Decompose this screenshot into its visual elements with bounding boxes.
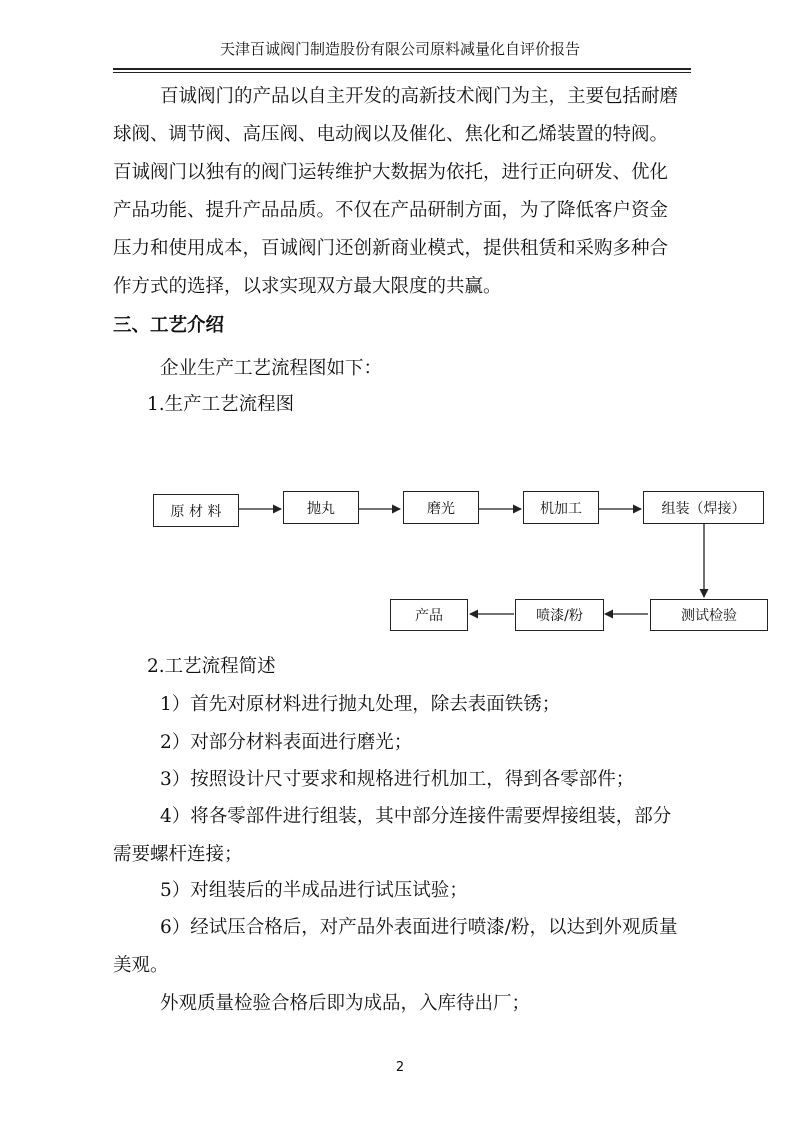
flow-node-testing: 测试检验 [650, 599, 768, 631]
flow-node-machining: 机加工 [523, 491, 599, 524]
process-step: 1）首先对原材料进行抛丸处理，除去表面铁锈； [160, 694, 561, 715]
process-step: 3）按照设计尺寸要求和规格进行机加工，得到各零部件； [160, 769, 635, 790]
process-step: 2）对部分材料表面进行磨光； [160, 732, 413, 753]
flow-node-assembly-welding: 组装（焊接） [643, 491, 764, 524]
intro-line: 产品功能、提升产品品质。不仅在产品研制方面，为了降低客户资金 [113, 200, 669, 221]
subheading-flowchart: 1.生产工艺流程图 [147, 394, 295, 415]
flow-node-product: 产品 [390, 599, 468, 631]
intro-line: 作方式的选择，以求实现双方最大限度的共赢。 [113, 276, 502, 297]
intro-line: 球阀、调节阀、高压阀、电动阀以及催化、焦化和乙烯装置的特阀。 [113, 124, 669, 145]
section-lead: 企业生产工艺流程图如下： [160, 358, 383, 379]
flow-node-polishing: 磨光 [403, 491, 479, 524]
closing-line: 外观质量检验合格后即为成品，入库待出厂； [160, 993, 531, 1014]
process-step: 5）对组装后的半成品进行试压试验； [160, 880, 468, 901]
report-header-title: 天津百诚阀门制造股份有限公司原料减量化自评价报告 [219, 40, 580, 58]
intro-line: 百诚阀门的产品以自主开发的高新技术阀门为主，主要包括耐磨 [160, 86, 679, 107]
process-step: 6）经试压合格后，对产品外表面进行喷漆/粉，以达到外观质量 [160, 917, 678, 938]
flow-node-raw-material: 原 材 料 [153, 494, 239, 527]
flow-node-painting: 喷漆/粉 [515, 599, 604, 631]
page-number: 2 [395, 1060, 405, 1075]
section-heading: 三、工艺介绍 [113, 315, 225, 336]
subheading-process-description: 2.工艺流程简述 [147, 656, 276, 677]
process-step: 美观。 [113, 955, 169, 976]
flow-node-shot-blasting: 抛丸 [283, 491, 359, 524]
intro-line: 压力和使用成本，百诚阀门还创新商业模式，提供租赁和采购多种合 [113, 238, 669, 259]
process-step: 需要螺杆连接； [113, 844, 243, 865]
intro-line: 百诚阀门以独有的阀门运转维护大数据为依托，进行正向研发、优化 [113, 162, 669, 183]
process-step: 4）将各零部件进行组装，其中部分连接件需要焊接组装，部分 [160, 806, 672, 827]
